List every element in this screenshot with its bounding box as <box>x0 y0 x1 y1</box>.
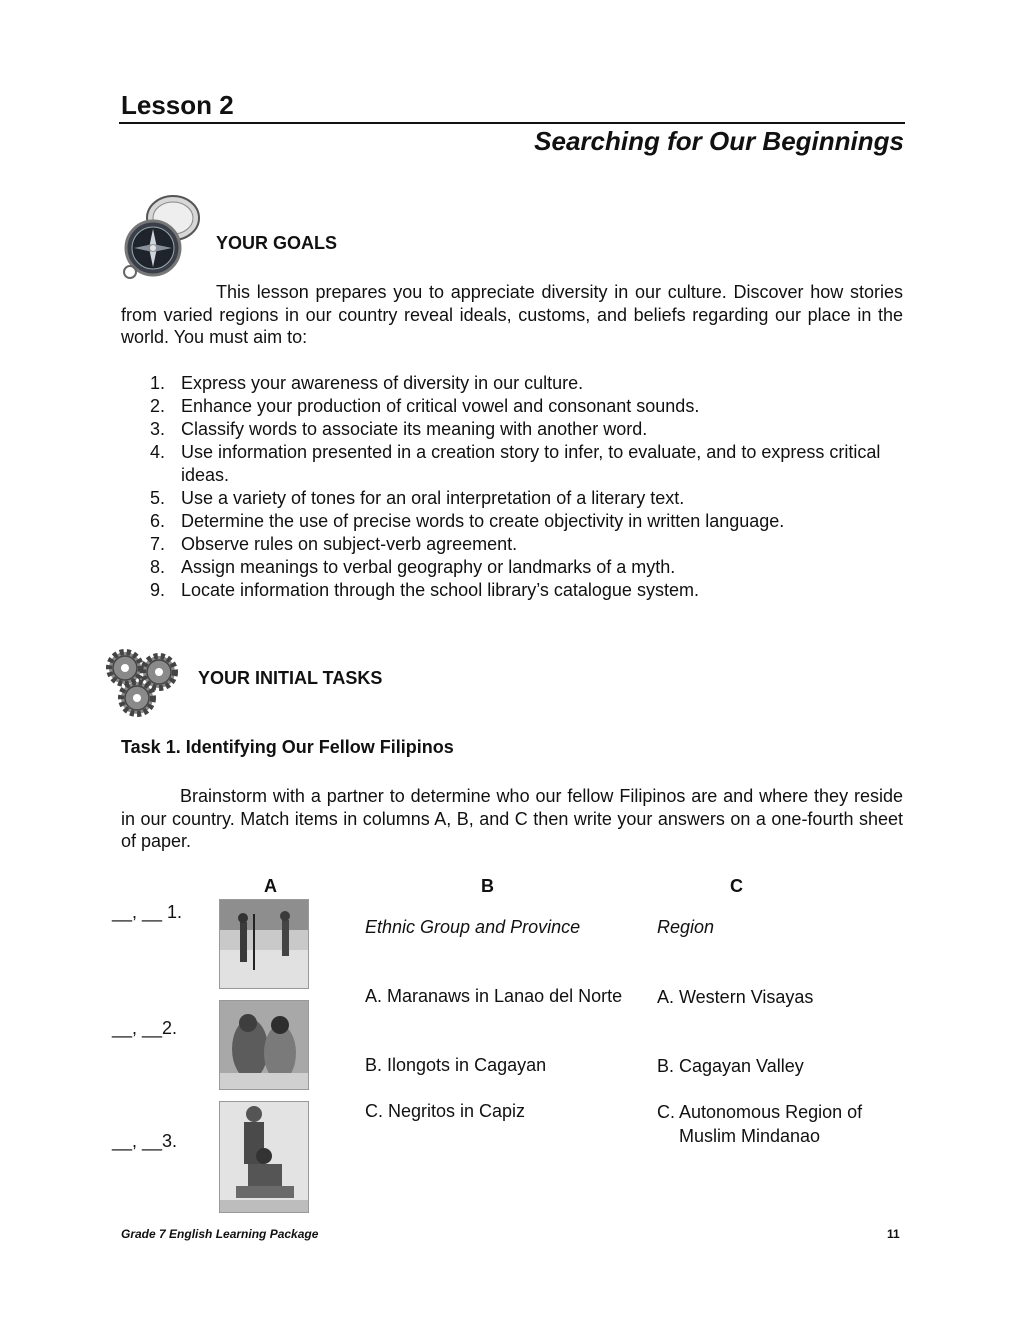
header-rule <box>119 122 905 124</box>
page-number: 11 <box>887 1227 900 1241</box>
b-option: B. Ilongots in Cagayan <box>365 1055 547 1075</box>
column-c-header: C <box>730 876 743 896</box>
photo-3 <box>219 1101 309 1213</box>
initial-tasks-heading: YOUR INITIAL TASKS <box>198 668 383 688</box>
compass-icon <box>113 192 209 288</box>
goal-item: 4. Use information presented in a creation story to infer, to evaluate, and to express critical ideas. <box>150 442 881 485</box>
photo-2 <box>219 1000 309 1090</box>
lesson-number: Lesson 2 <box>121 90 234 120</box>
photo-1 <box>219 899 309 989</box>
goals-heading: YOUR GOALS <box>216 233 338 253</box>
task-instructions: Brainstorm with a partner to determine who our fellow Filipinos are and where they reside in our country. Match items in columns A, B, and C then write your answers on a one-fourth sheet of paper. <box>121 786 903 851</box>
c-option: A. Western Visayas <box>657 987 814 1007</box>
c-option: B. Cagayan Valley <box>657 1056 804 1076</box>
column-b-header: B <box>481 876 494 896</box>
c-option: C. Autonomous Region of Muslim Mindanao <box>657 1102 863 1146</box>
goal-item: 6. Determine the use of precise words to create objectivity in written language. <box>150 511 785 531</box>
goal-item: 5. Use a variety of tones for an oral interpretation of a literary text. <box>150 488 685 508</box>
goal-item: 3. Classify words to associate its meaning with another word. <box>150 419 648 439</box>
goals-intro: This lesson prepares you to appreciate diversity in our culture. Discover how stories from varied regions in our country reveal ideals, customs, and beliefs regarding our place in the world. You must aim to: <box>121 282 903 347</box>
column-b-heading: Ethnic Group and Province <box>365 917 581 937</box>
goal-item: 9. Locate information through the school library’s catalogue system. <box>150 580 699 600</box>
column-c-heading: Region <box>657 917 715 937</box>
answer-blank: __, __ 1. <box>112 902 183 922</box>
column-a-header: A <box>264 876 277 896</box>
answer-blank: __, __2. <box>112 1018 178 1038</box>
b-option: C. Negritos in Capiz <box>365 1101 526 1121</box>
goals-list <box>150 372 903 602</box>
answer-blank: __, __3. <box>112 1131 178 1151</box>
footer-title: Grade 7 English Learning Package <box>121 1227 319 1241</box>
goal-item: 7. Observe rules on subject-verb agreement. <box>150 534 518 554</box>
b-option: A. Maranaws in Lanao del Norte <box>365 986 623 1006</box>
task-title: Task 1. Identifying Our Fellow Filipinos <box>121 737 454 757</box>
gears-icon <box>103 648 185 718</box>
goal-item: 1. Express your awareness of diversity in our culture. <box>150 373 584 393</box>
lesson-title: Searching for Our Beginnings <box>534 126 904 156</box>
goal-item: 8. Assign meanings to verbal geography or landmarks of a myth. <box>150 557 676 577</box>
goal-item: 2. Enhance your production of critical vowel and consonant sounds. <box>150 396 700 416</box>
